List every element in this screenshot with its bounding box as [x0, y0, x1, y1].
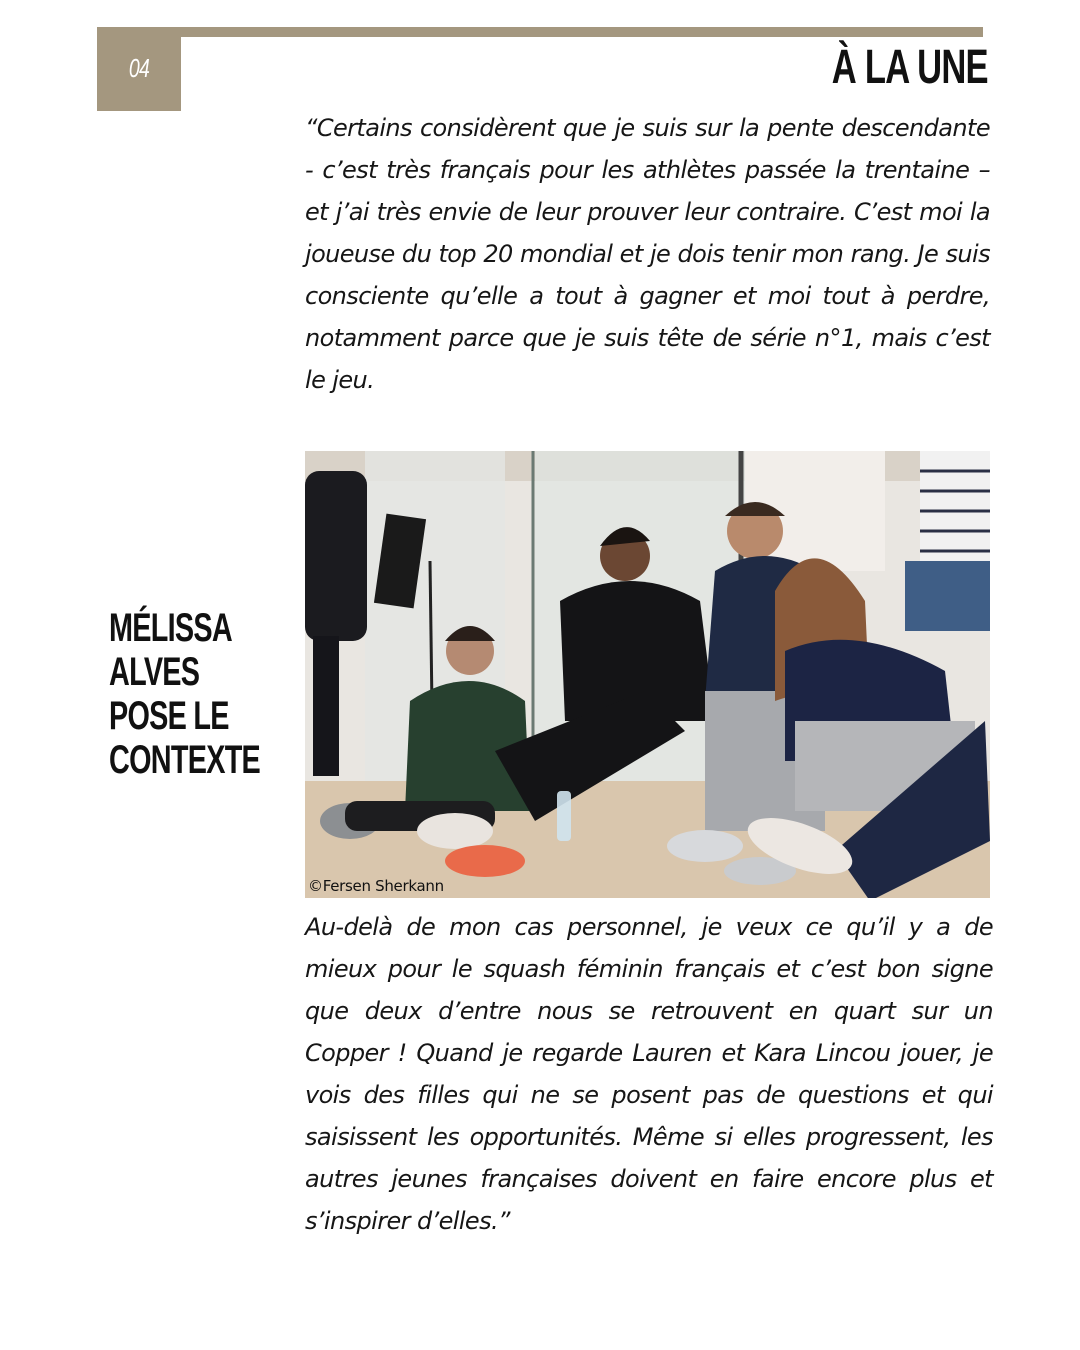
photo-illustration	[305, 451, 990, 898]
article-photo	[305, 451, 990, 898]
quote-paragraph-bottom: Au-delà de mon cas personnel, je veux ce qu’il y a de mieux pour le squash féminin français et c’est bon signe que deux d’entre nous se retrouvent en quart sur un Copper ! Quand je regarde Lauren et Kara Lincou jouer, je vois des filles qui ne se posent pas de questions et qui saisissent les opportunités. Même si elles progressent, les autres jeunes françaises doivent en faire encore plus et s’inspirer d’elles.”	[305, 913, 993, 1235]
photo-credit: ©Fersen Sherkann	[308, 877, 444, 895]
page-number: 04	[128, 53, 150, 83]
side-heading: MÉLISSA ALVES POSE LE CONTEXTE	[109, 606, 261, 782]
quote-paragraph-top: “Certains considèrent que je suis sur la pente descendante - c’est très français pour les athlètes passée la trentaine – et j’ai très envie de leur prouver leur contraire. C’est moi la joueuse du top 20 mondial et je dois tenir mon rang. Je suis consciente qu’elle a tout à gagner et moi tout à perdre, notamment parce que je suis tête de série n°1, mais c’est le jeu.	[305, 114, 990, 394]
section-title: À LA UNE	[831, 41, 988, 94]
header-rule	[97, 27, 983, 37]
page-number-box	[97, 27, 181, 111]
